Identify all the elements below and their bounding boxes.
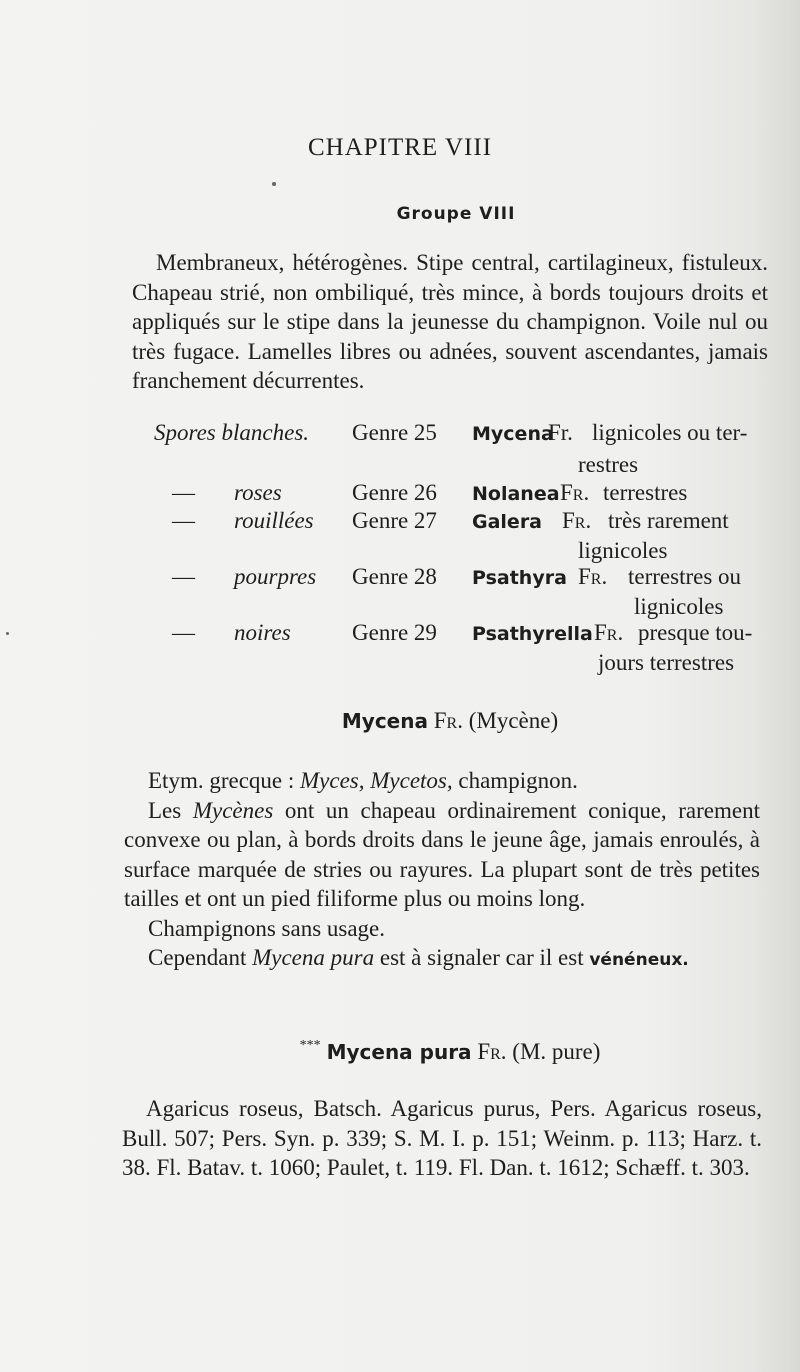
spores-label: Spores blanches. <box>154 420 310 445</box>
genus-author: Fr. <box>560 480 590 505</box>
synonymy-references: Agaricus roseus, Batsch. Agaricus purus, Pers. Agaricus roseus, Bull. 507; Pers. Syn. p. 339; S. M. I. p. 151; Weinm. p. 113; Harz. t. 38. Fl. Batav. t. 1060; Paulet, t. 119. Fl. Dan. t. 1612; Schæff. t. 303. <box>122 1096 762 1180</box>
species-heading: *** Mycena pura Fr. (M. pure) <box>299 1038 601 1064</box>
genus-name: Psathyrella <box>472 623 593 645</box>
genus-number: Genre 28 <box>352 564 437 589</box>
genus-author: Fr. <box>548 420 573 445</box>
spore-color: noires <box>234 620 291 645</box>
genus-name: Psathyra <box>472 567 567 589</box>
etymology: Etym. grecque : Myces, Mycetos, champignon. <box>148 768 578 793</box>
print-speck <box>6 632 9 635</box>
genus-name: Galera <box>472 511 543 533</box>
genus-habitat-cont: restres <box>578 452 639 477</box>
genus-habitat-cont: lignicoles <box>634 594 724 619</box>
spore-color: rouillées <box>234 508 314 533</box>
ditto-dash: — <box>172 564 195 589</box>
genus-habitat: terrestres <box>603 480 688 505</box>
genus-habitat: lignicoles ou ter- <box>592 420 748 445</box>
genus-habitat: terrestres ou <box>628 564 742 589</box>
genus-row <box>0 564 800 619</box>
genus-habitat-cont: jours terrestres <box>598 650 735 675</box>
genus-number: Genre 29 <box>352 620 437 645</box>
genus-habitat: presque tou- <box>638 620 753 645</box>
genus-number: Genre 25 <box>352 420 437 445</box>
genus-row <box>0 480 800 510</box>
genus-description <box>124 766 760 976</box>
genus-row <box>0 620 800 675</box>
print-speck <box>272 182 276 186</box>
genus-heading: Mycena Fr. (Mycène) <box>341 708 559 733</box>
genus-name: Nolanea <box>472 483 560 505</box>
spore-color: pourpres <box>234 564 317 589</box>
ditto-dash: — <box>172 508 195 533</box>
toxicity-note: Cependant Mycena pura est à signaler car il est vénéneux. <box>148 945 689 970</box>
cap-description: Les Mycènes ont un chapeau ordinairement conique, rarement convexe ou plan, à bords droits dans le jeune âge, jamais enroulés, à surface marquée de stries ou rayures. La plupart sont de très petites tailles et ont un pied filiforme plus ou moins long. <box>124 797 760 911</box>
genus-row <box>0 420 800 477</box>
genus-name: Mycena <box>472 423 554 445</box>
usage-note: Champignons sans usage. <box>148 915 386 941</box>
group-description: Membraneux, hétérogènes. Stipe central, cartilagineux, fistuleux. Chapeau strié, non ombiliqué, très mince, à bords toujours droits et appliqués sur le stipe dans la jeunesse du champignon. Voile nul ou très fugace. Lamelles libres ou adnées, souvent ascendantes, jamais franchement décurrentes. <box>132 250 768 393</box>
chapter-title: CHAPITRE VIII <box>307 134 493 161</box>
toxicity-stars: *** <box>299 1038 321 1053</box>
genus-author: Fr. <box>594 620 624 645</box>
genus-habitat: très rarement <box>608 508 729 533</box>
genus-habitat-cont: lignicoles <box>578 538 668 563</box>
genus-number: Genre 26 <box>352 480 437 505</box>
genus-number: Genre 27 <box>352 508 437 533</box>
spore-color: roses <box>234 480 282 505</box>
ditto-dash: — <box>172 480 195 505</box>
genus-row <box>0 508 800 563</box>
genus-author: Fr. <box>578 564 608 589</box>
group-title: Groupe VIII <box>396 204 516 224</box>
genus-author: Fr. <box>562 508 592 533</box>
ditto-dash: — <box>172 620 195 645</box>
